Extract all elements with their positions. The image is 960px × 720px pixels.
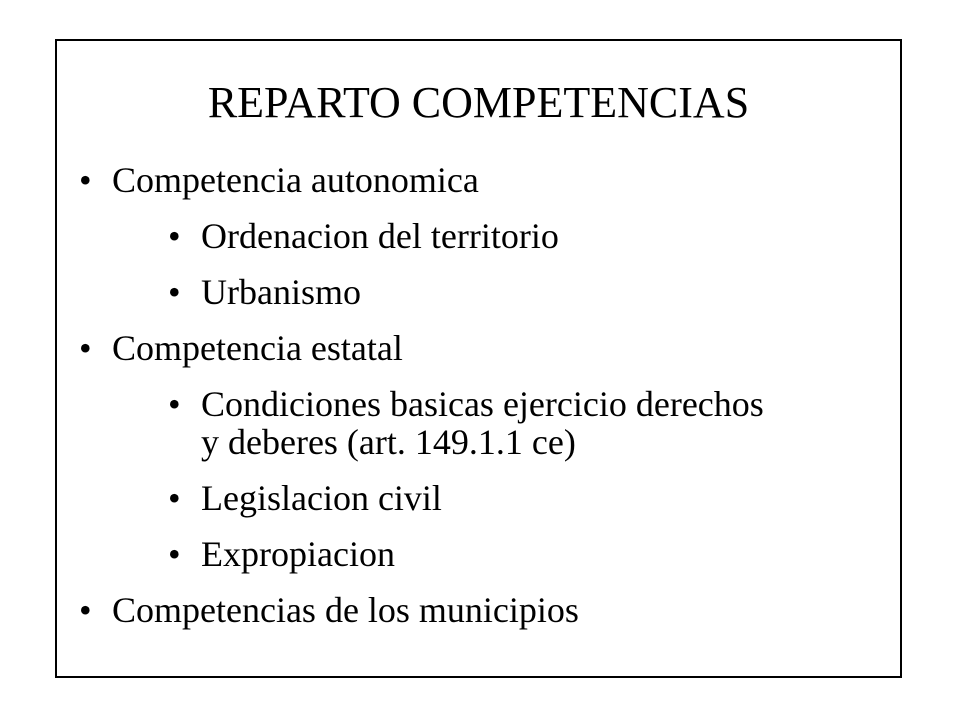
bullet-text: Competencia autonomica: [112, 160, 479, 200]
bullet-icon: •: [79, 328, 92, 368]
bullet-icon: •: [79, 160, 92, 200]
bullet-text-line-1: Condiciones basicas ejercicio derechos: [201, 384, 764, 424]
bullet-icon: •: [168, 216, 181, 256]
bullet-icon: •: [168, 384, 181, 424]
bullet-icon: •: [168, 478, 181, 518]
bullet-icon: •: [168, 534, 181, 574]
bullet-icon: •: [79, 590, 92, 630]
bullet-text: Ordenacion del territorio: [201, 216, 559, 256]
bullet-text: Urbanismo: [201, 272, 361, 312]
bullet-text: Competencias de los municipios: [112, 590, 579, 630]
bullet-text: Expropiacion: [201, 534, 395, 574]
bullet-text: Legislacion civil: [201, 478, 442, 518]
slide-title: REPARTO COMPETENCIAS: [207, 78, 750, 127]
bullet-icon: •: [168, 272, 181, 312]
bullet-text: Competencia estatal: [112, 328, 403, 368]
bullet-text-line-2: y deberes (art. 149.1.1 ce): [201, 422, 576, 462]
slide: [55, 39, 902, 678]
